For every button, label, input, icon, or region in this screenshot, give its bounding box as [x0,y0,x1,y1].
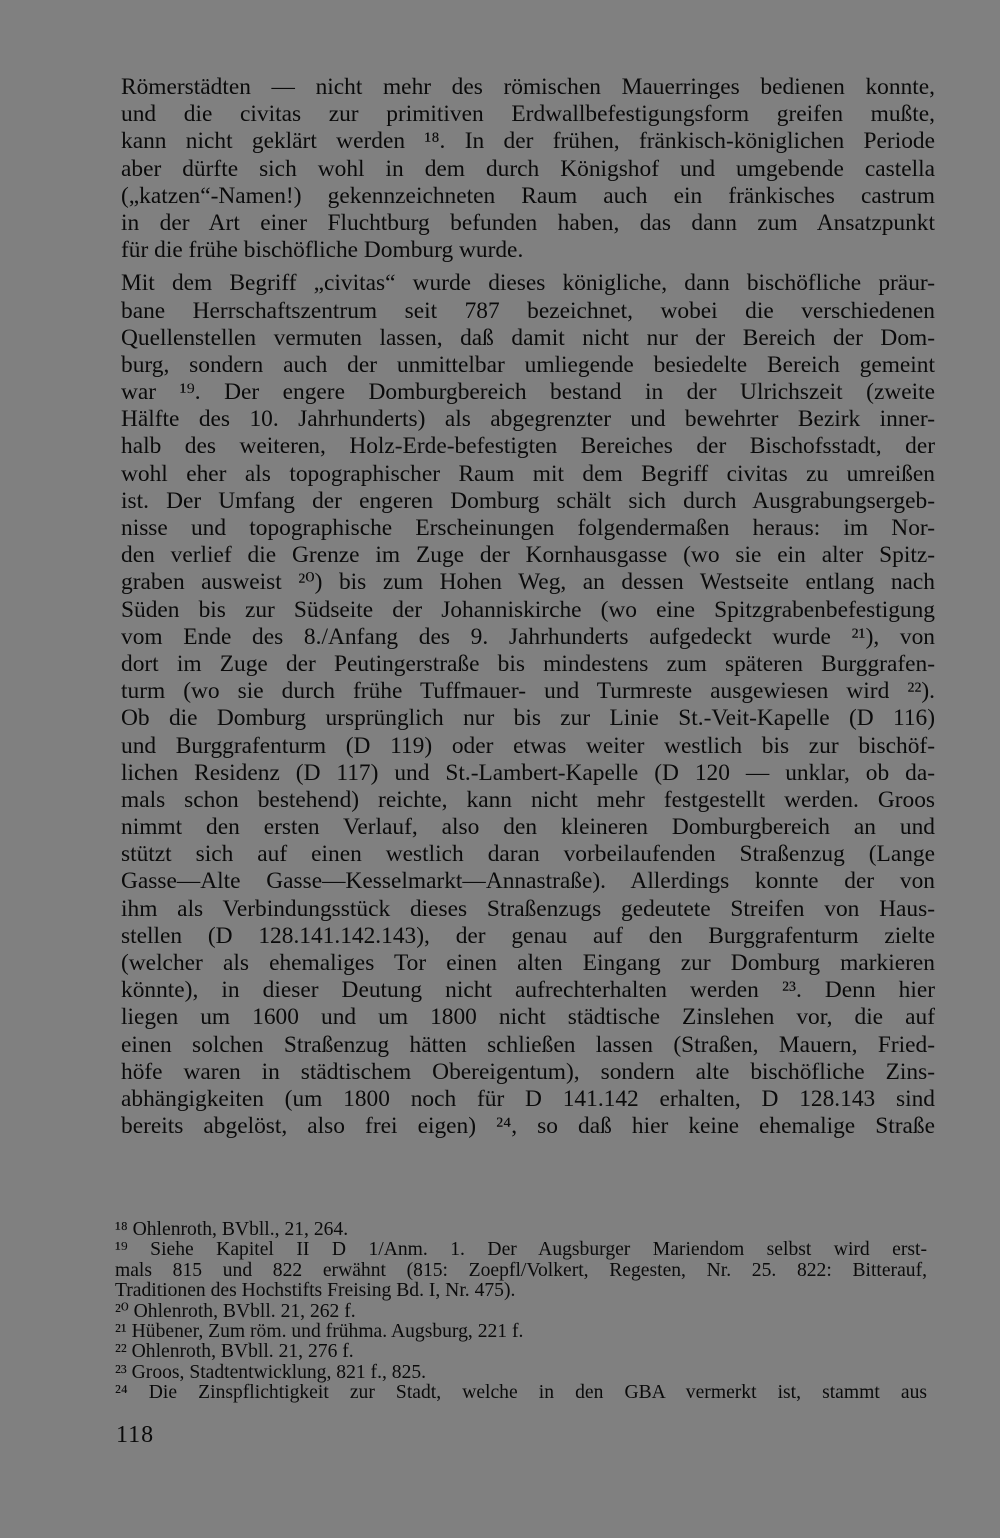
footnote-line: ²¹ Hübener, Zum röm. und frühma. Augsburg, 221 f. [115,1321,524,1342]
footnote-line: ²² Ohlenroth, BVbll. 21, 276 f. [115,1342,354,1363]
body-line: könnte), in dieser Deutung nicht aufrechterhalten werden ²³. Denn hier [121,977,935,1004]
body-line: liegen um 1600 und um 1800 nicht städtische Zinslehen vor, die auf [121,1004,935,1031]
body-line: und Burggrafenturm (D 119) oder etwas weiter westlich bis zur bischöf- [121,732,935,759]
footnote-line: ²⁰ Ohlenroth, BVbll. 21, 262 f. [115,1301,356,1322]
footnote-line: mals 815 und 822 erwähnt (815: Zoepfl/Volkert, Regesten, Nr. 25. 822: Bitterauf, [115,1260,927,1281]
body-text [121,74,935,1140]
body-line: („katzen“-Namen!) gekennzeichneten Raum auch ein fränkisches castrum [121,182,935,209]
body-line: einen solchen Straßenzug hätten schließen lassen (Straßen, Mauern, Fried- [121,1031,935,1058]
body-line: Römerstädten — nicht mehr des römischen Mauerringes bedienen konnte, [121,74,935,100]
footnote-line: ²⁴ Die Zinspflichtigkeit zur Stadt, welche in den GBA vermerkt ist, stammt aus [115,1383,927,1404]
body-line: stellen (D 128.141.142.143), der genau auf den Burggrafenturm zielte [121,922,935,949]
footnote-line: ²³ Groos, Stadtentwicklung, 821 f., 825. [115,1362,427,1383]
footnotes [115,1220,927,1404]
body-line: bereits abgelöst, also frei eigen) ²⁴, so daß hier keine ehemalige Straße [121,1113,935,1140]
footnote-line: ¹⁹ Siehe Kapitel II D 1/Anm. 1. Der Augsburger Mariendom selbst wird erst- [115,1240,927,1261]
body-line: wohl eher als topographischer Raum mit dem Begriff civitas zu umreißen [121,460,935,487]
body-line: mals schon bestehend) reichte, kann nicht mehr festgestellt werden. Groos [121,786,935,813]
body-line: Süden bis zur Südseite der Johanniskirche (wo eine Spitzgrabenbefestigung [121,596,935,623]
body-line: für die frühe bischöfliche Domburg wurde. [121,237,524,264]
body-line: und die civitas zur primitiven Erdwallbefestigungsform greifen mußte, [121,101,935,128]
body-line: höfe waren in städtischem Obereigentum), sondern alte bischöfliche Zins- [121,1058,935,1085]
body-line: kann nicht geklärt werden ¹⁸. In der frühen, fränkisch-königlichen Periode [121,128,935,155]
body-line: ihm als Verbindungsstück dieses Straßenzugs gedeutete Streifen von Haus- [121,895,935,922]
body-line: Hälfte des 10. Jahrhunderts) als abgegrenzter und bewehrter Bezirk inner- [121,406,935,433]
body-line: graben ausweist ²⁰) bis zum Hohen Weg, an dessen Westseite entlang nach [121,569,935,596]
footnote-line: Traditionen des Hochstifts Freising Bd. I, Nr. 475). [115,1281,516,1302]
body-line: (welcher als ehemaliges Tor einen alten Eingang zur Domburg markieren [121,950,935,976]
footnote-line: ¹⁸ Ohlenroth, BVbll., 21, 264. [115,1220,349,1240]
body-line: aber dürfte sich wohl in dem durch Königshof und umgebende castella [121,155,935,182]
body-line: burg, sondern auch der unmittelbar umliegende besiedelte Bereich gemeint [121,351,935,378]
body-line: stützt sich auf einen westlich daran vorbeilaufenden Straßenzug (Lange [121,841,935,868]
body-line: nisse und topographische Erscheinungen folgendermaßen heraus: im Nor- [121,515,935,541]
body-line: dort im Zuge der Peutingerstraße bis mindestens zum späteren Burggrafen- [121,650,935,677]
body-line: in der Art einer Fluchtburg befunden haben, das dann zum Ansatzpunkt [121,209,935,236]
body-line: halb des weiteren, Holz-Erde-befestigten Bereiches der Bischofsstadt, der [121,433,935,460]
body-line: turm (wo sie durch frühe Tuffmauer- und Turmreste ausgewiesen wird ²²). [121,678,935,705]
body-line: war ¹⁹. Der engere Domburgbereich bestand in der Ulrichszeit (zweite [121,379,935,406]
body-line: bane Herrschaftszentrum seit 787 bezeichnet, wobei die verschiedenen [121,297,935,324]
body-line: Quellenstellen vermuten lassen, daß damit nicht nur der Bereich der Dom- [121,324,935,351]
body-line: Ob die Domburg ursprünglich nur bis zur Linie St.-Veit-Kapelle (D 116) [121,705,935,732]
body-line: den verlief die Grenze im Zuge der Kornhausgasse (wo sie ein alter Spitz- [121,542,935,569]
body-line: lichen Residenz (D 117) und St.-Lambert-Kapelle (D 120 — unklar, ob da- [121,759,935,786]
body-line: Mit dem Begriff „civitas“ wurde dieses königliche, dann bischöfliche präur- [121,270,935,297]
page-number: 118 [116,1422,155,1448]
body-line: vom Ende des 8./Anfang des 9. Jahrhunderts aufgedeckt wurde ²¹), von [121,623,935,650]
body-line: Gasse—Alte Gasse—Kesselmarkt—Annastraße). Allerdings konnte der von [121,868,935,895]
body-line: abhängigkeiten (um 1800 noch für D 141.142 erhalten, D 128.143 sind [121,1085,935,1112]
body-line: nimmt den ersten Verlauf, also den kleineren Domburgbereich an und [121,814,935,841]
body-line: ist. Der Umfang der engeren Domburg schält sich durch Ausgrabungsergeb- [121,487,935,514]
